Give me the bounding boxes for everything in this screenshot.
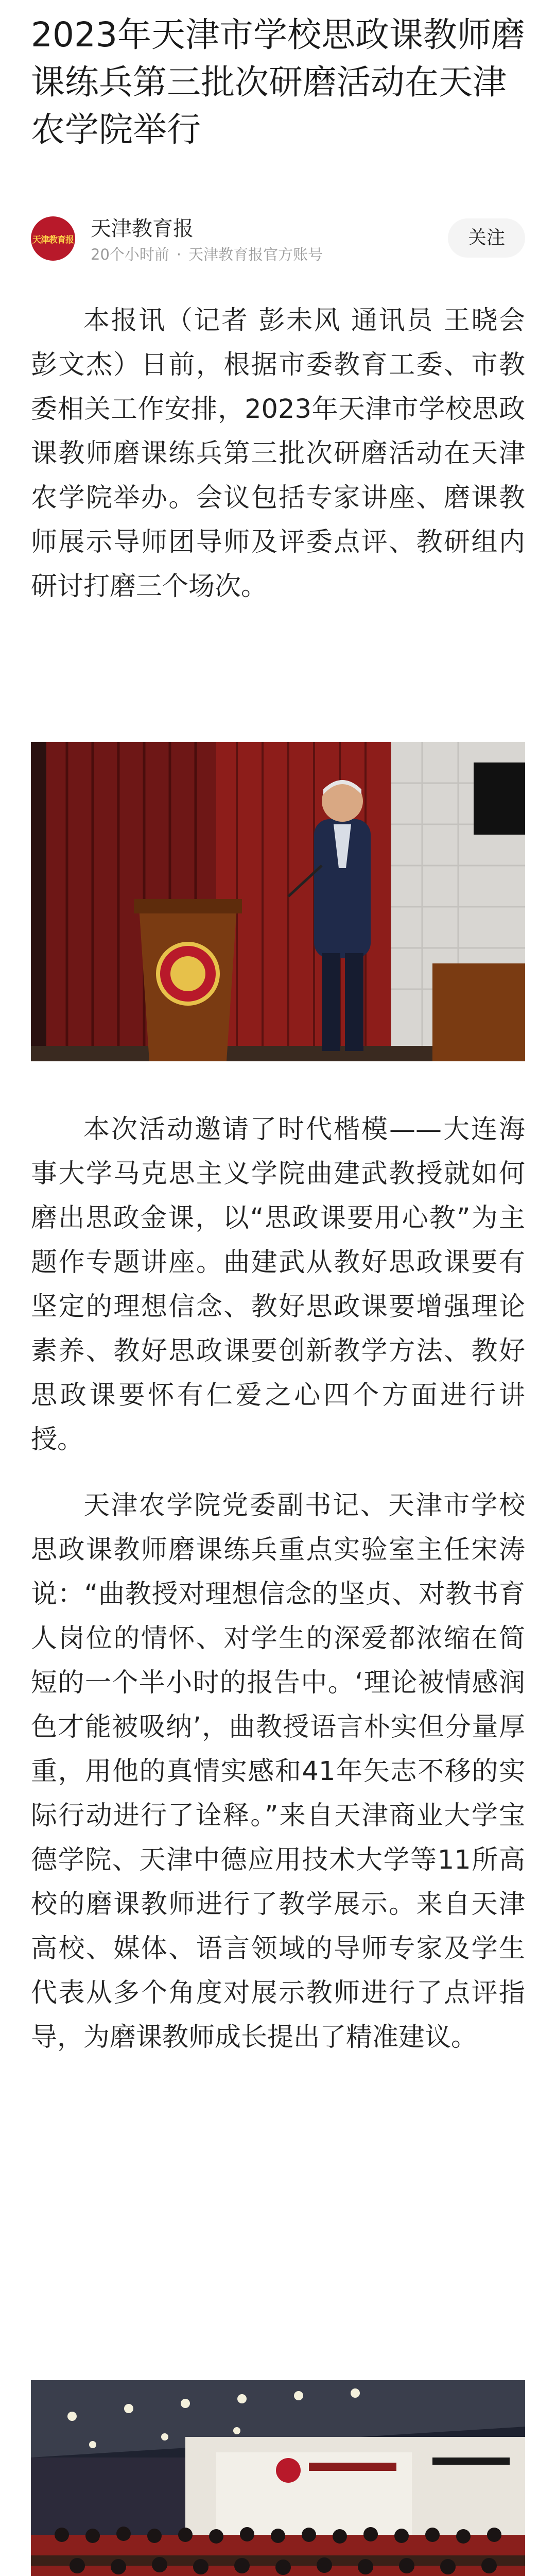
speaker-photo — [31, 742, 525, 1061]
follow-button[interactable]: 关注 — [448, 218, 525, 258]
speaker-photo-image — [31, 742, 525, 1061]
publish-time: 20个小时前 — [91, 246, 169, 263]
paragraph-3: 天津农学院党委副书记、天津市学校思政课教师磨课练兵重点实验室主任宋涛说：“曲教授对理想信念的坚贞、对教书育人岗位的情怀、对学生的深爱都浓缩在简短的一个半小时的报告中。‘理论被情感润色才能被吸纳’，曲教授语言朴实但分量厚重，用他的真情实感和41年矢志不移的实际行动进行了诠释。”来自天津商业大学宝德学院、天津中德应用技术大学等11所高校的磨课教师进行了教学展示。来自天津高校、媒体、语言领域的导师专家及学生代表从多个角度对展示教师进行了点评指导，为磨课教师成长提出了精准建议。 — [31, 1490, 525, 2053]
avatar[interactable] — [31, 216, 75, 261]
lecture-hall-photo — [31, 2380, 525, 2576]
paragraph-1: 本报讯（记者 彭未风 通讯员 王晓会 彭文杰）日前，根据市委教育工委、市教委相关工作安排，2023年天津市学校思政课教师磨课练兵第三批次研磨活动在天津农学院举办。会议包括专家讲座、磨课教师展示导师团导师及评委点评、教研组内研讨打磨三个场次。 — [31, 306, 525, 602]
meta-separator: · — [176, 246, 182, 263]
account-type: 天津教育报官方账号 — [188, 246, 323, 263]
lecture-hall-photo-image — [31, 2380, 525, 2576]
avatar-logo-text: 天津教育报 — [32, 234, 74, 245]
paragraph-2: 本次活动邀请了时代楷模——大连海事大学马克思主义学院曲建武教授就如何磨出思政金课，以“思政课要用心教”为主题作专题讲座。曲建武从教好思政课要有坚定的理想信念、教好思政课要增强理论素养、教好思政课要创新教学方法、教好思政课要怀有仁爱之心四个方面进行讲授。 — [31, 1114, 525, 1455]
article-title: 2023年天津市学校思政课教师磨课练兵第三批次研磨活动在天津农学院举行 — [31, 15, 525, 149]
source-name[interactable]: 天津教育报 — [91, 217, 194, 241]
author-row — [31, 211, 525, 268]
publish-meta — [91, 245, 323, 264]
